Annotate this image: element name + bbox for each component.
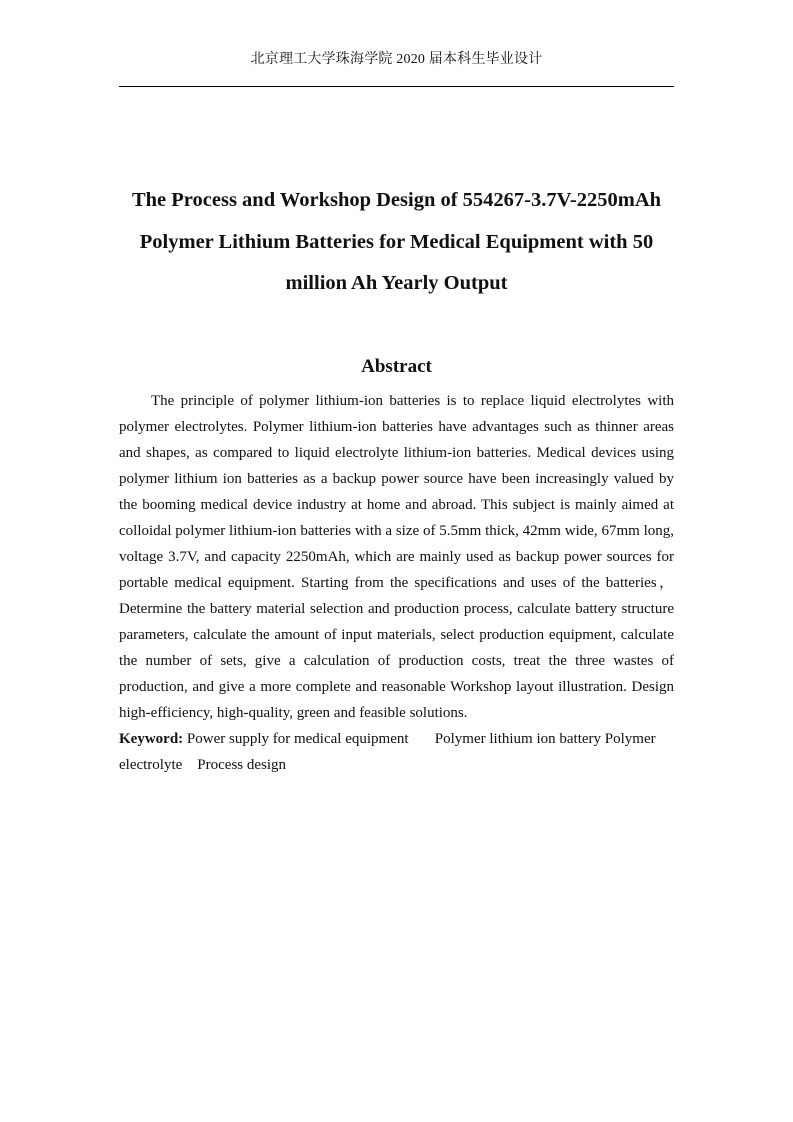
- keywords-line: [119, 726, 674, 778]
- running-header: 北京理工大学珠海学院 2020 届本科生毕业设计: [250, 52, 543, 67]
- header-divider: [119, 86, 674, 87]
- title-line-1: The Process and Workshop Design of 554267-3.7V-2250mAh: [131, 189, 662, 211]
- keyword-item: Polymer lithium ion battery: [434, 731, 602, 747]
- abstract-paragraph: The principle of polymer lithium-ion batteries is to replace liquid electrolytes with polymer electrolytes. Polymer lithium-ion batteries have advantages such as thinner areas and shapes, as compared to liquid electrolyte lithium-ion batteries. Medical devices using polymer lithium ion batteries as a backup power source have been increasingly valued by the booming medical device industry at home and abroad. This subject is mainly aimed at colloidal polymer lithium-ion batteries with a size of 5.5mm thick, 42mm wide, 67mm long, voltage 3.7V, and capacity 2250mAh, which are mainly used as backup power sources for portable medical equipment. Starting from the specifications and uses of the batteries，Determine the battery material selection and production process, calculate battery structure parameters, calculate the amount of input materials, select production equipment, calculate the number of sets, give a calculation of production costs, treat the three wastes of production, and give a more complete and reasonable Workshop layout illustration. Design high-efficiency, high-quality, green and feasible solutions.: [119, 393, 674, 721]
- paper-title: [119, 180, 674, 305]
- keyword-item: Process design: [197, 757, 287, 773]
- abstract-heading: Abstract: [361, 356, 432, 377]
- title-line-3: million Ah Yearly Output: [285, 272, 508, 294]
- title-line-2: Polymer Lithium Batteries for Medical Equipment with 50: [139, 230, 654, 253]
- abstract-section: [119, 388, 674, 778]
- keyword-item: Power supply for medical equipment: [186, 731, 409, 747]
- keywords-label: Keyword:: [119, 731, 184, 747]
- keyword-item: Polymer electrolyte: [119, 731, 656, 773]
